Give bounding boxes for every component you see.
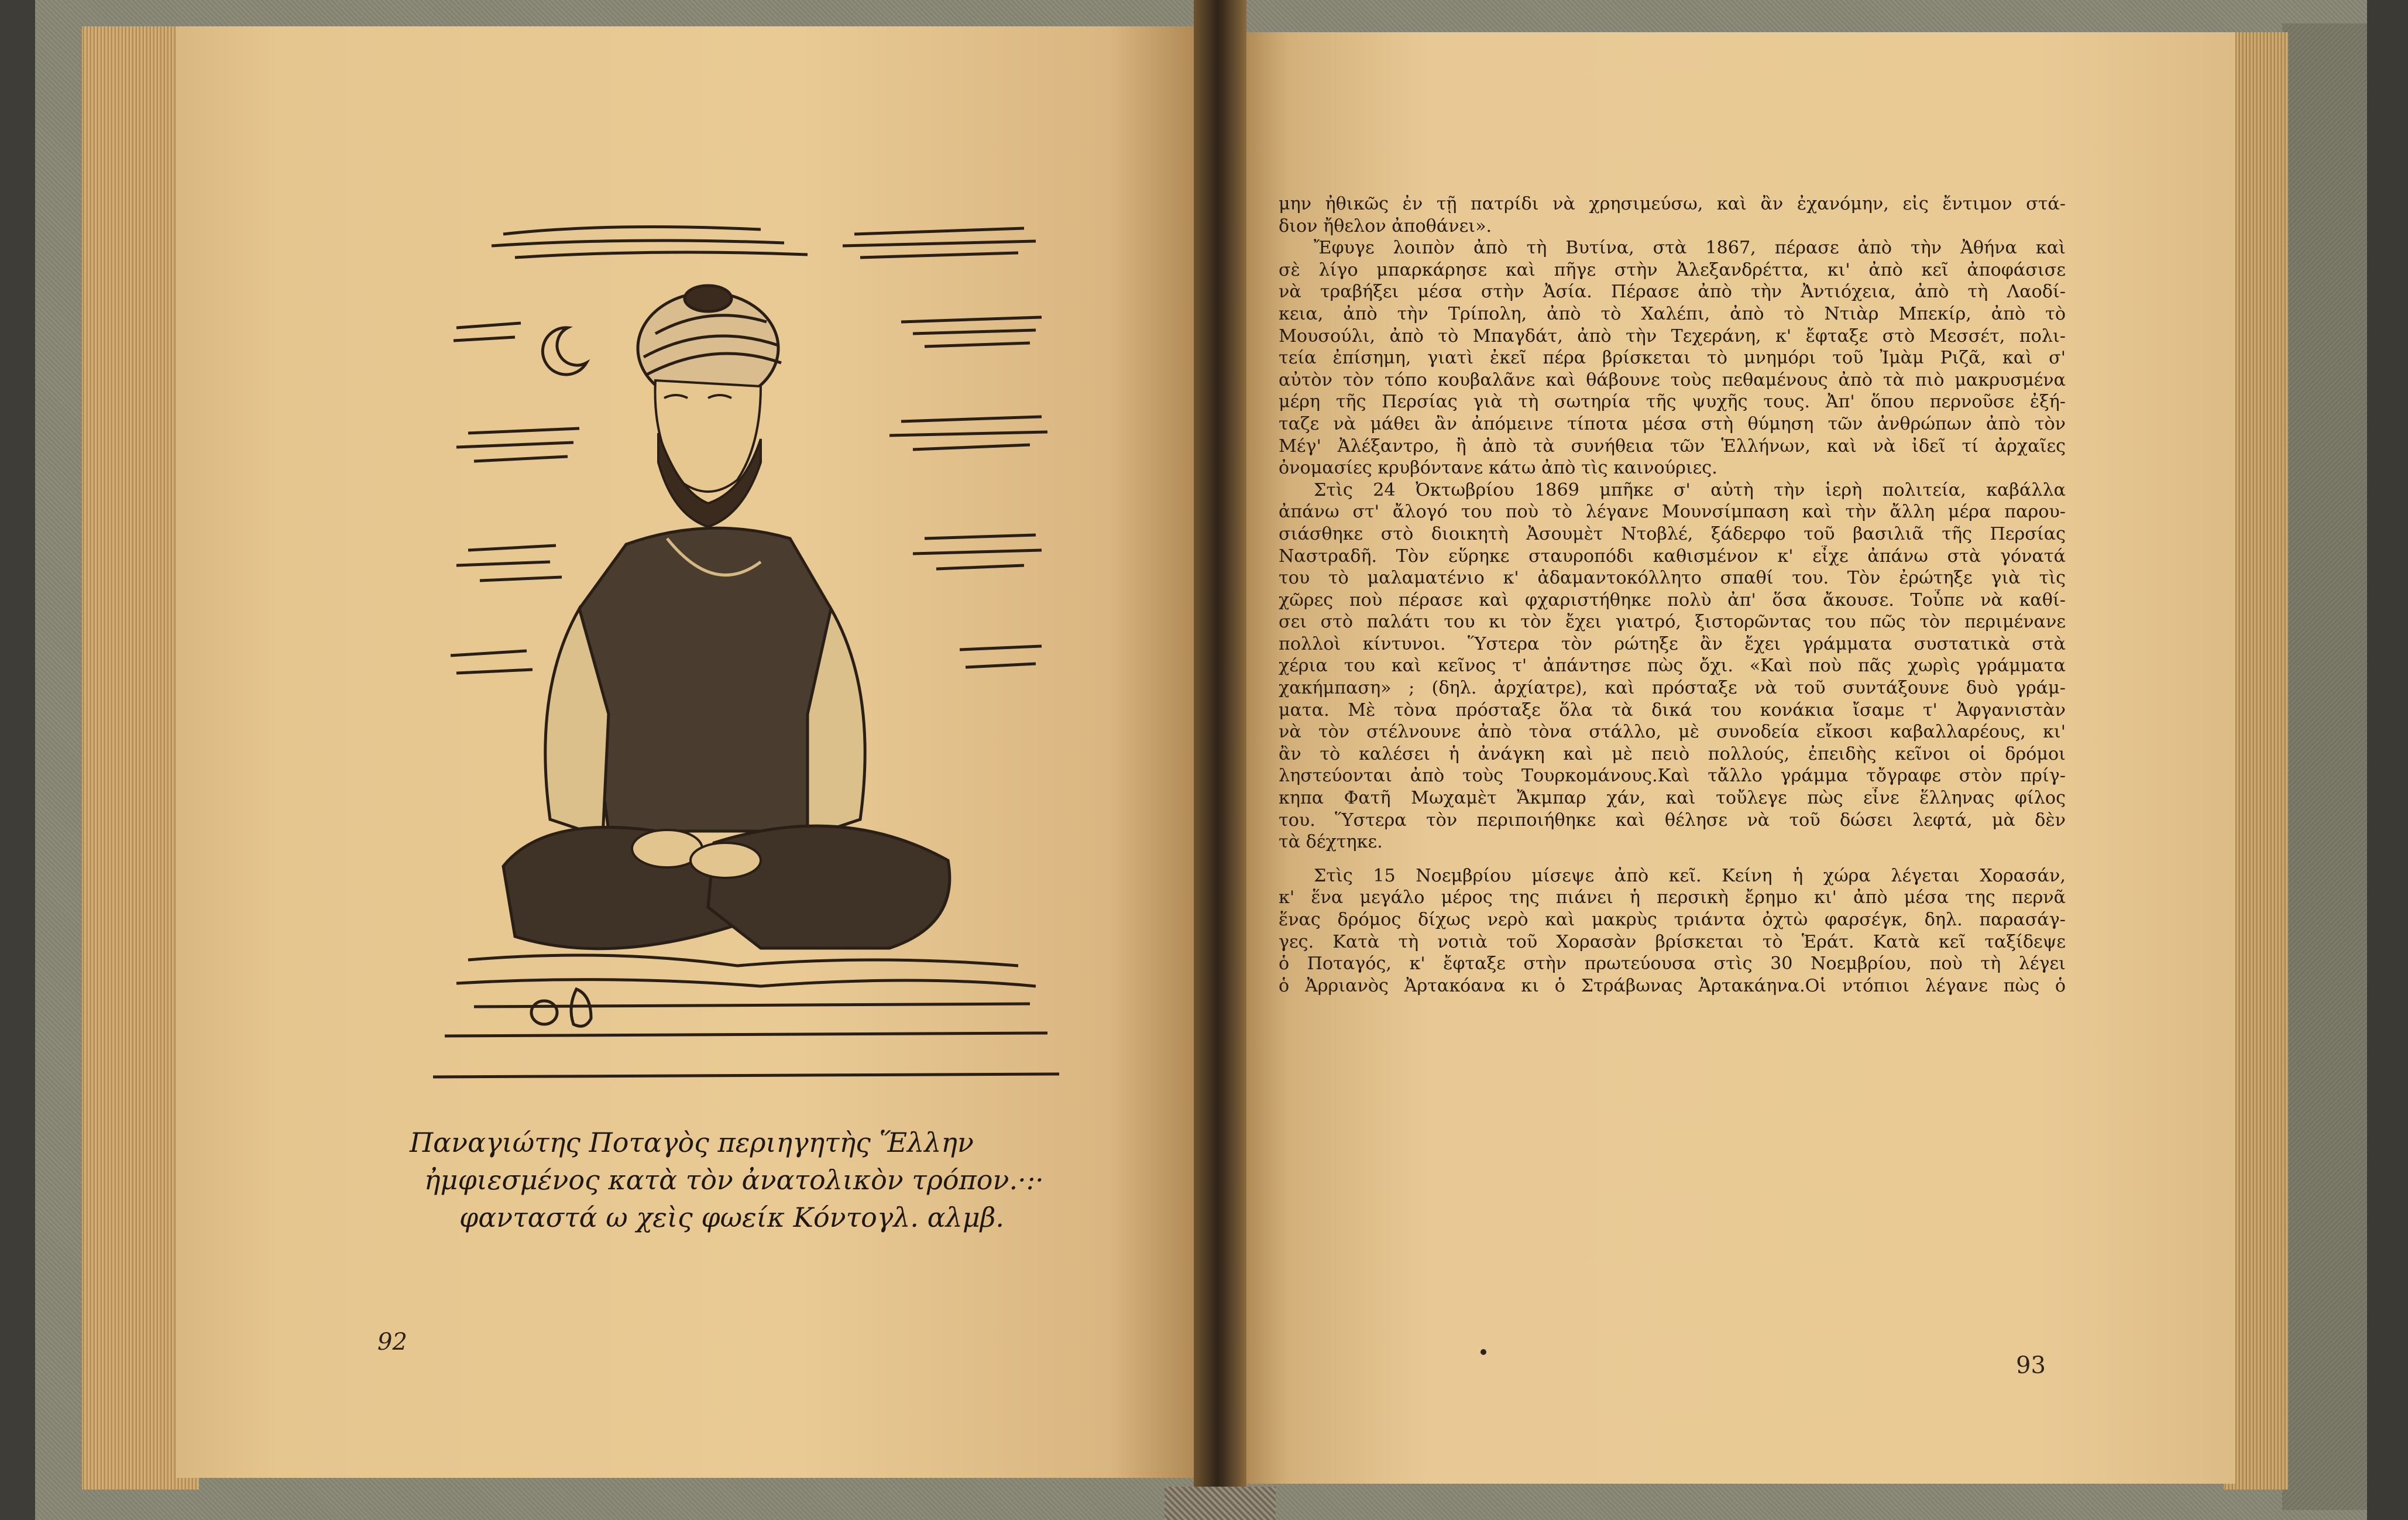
text-line: ὁ Ποταγός, κ' ἔφταξε στὴν πρωτεύουσα στὶς 30 Νοεμβρίου, ποὺ τὴ λέγει [1279,953,2066,975]
crescent-moon-icon [542,328,586,375]
text-line: μην ἠθικῶς ἐν τῇ πατρίδι νὰ χρησιμεύσω, καὶ ἂν ἐχανόμην, εἰς ἔντιμον στά- [1279,194,2066,214]
caption-line: φανταστά ω χεὶς φωείκ Κόντογλ. αλμβ. [459,1202,1005,1233]
text-line: χῶρες ποὺ πέρασε καὶ φχαριστήθηκε πολὺ ἀπ' ὅσα ἄκουσε. Τοὖπε νὰ καθί- [1279,589,2066,610]
text-line: χακήμπαση» ; (δηλ. ἀρχίατρε), καὶ πρόσταξε νὰ τοῦ συντάξουνε δυὸ γράμ- [1279,678,2066,699]
text-line: ἕνας δρόμος δίχως νερὸ καὶ μακρὺς τριάντα ὀχτὼ φαρσέγκ, δηλ. παρασάγ- [1279,910,2066,930]
text-line: του. Ὕστερα τὸν περιποιήθηκε καὶ θέλησε νὰ τοῦ δώσει λεφτά, μὰ δὲν [1279,809,2066,831]
text-line: σει στὸ παλάτι του κι τὸν ἔχει γιατρό, ξιστορῶντας του πῶς τὸν περιμένανε [1279,612,2066,633]
text-line: νὰ τραβήξει μέσα στὴν Ἀσία. Πέρασε ἀπὸ τὴν Ἀντιόχεια, ἀπὸ τὴ Λαοδί- [1279,282,2066,303]
text-line: Στὶς 15 Νοεμβρίου μίσεψε ἀπὸ κεῖ. Κείνη ἡ χώρα λέγεται Χορασάν, [1314,865,2066,886]
paragraph-gap [1279,853,2066,865]
text-line: πολλοὶ κίντυνοι. Ὕστερα τὸν ρώτηξε ἂν ἔχει γράμματα συστατικὰ στὰ [1279,633,2066,654]
cover-shadow-left [0,0,35,1520]
floor-and-pitcher [433,955,1059,1077]
text-line: ματα. Μὲ τὸνα πρόσταξε ὅλα τὰ δικά του κονάκια ἴσαμε τ' Ἀφγανιστὰν [1279,699,2066,720]
text-line: σὲ λίγο μπαρκάρησε καὶ πῆγε στὴν Ἀλεξανδρέττα, κι' ἀπὸ κεῖ ἀποφάσισε [1279,259,2066,280]
text-line: τεία ἐπίσημη, γιατὶ ἐκεῖ πέρα βρίσκεται τὸ μνημόρι τοῦ Ἰμὰμ Ριζᾶ, καὶ σ' [1279,348,2066,369]
text-line: κ' ἕνα μεγάλο μέρος της πιάνει ἡ περσικὴ ἔρημο κι' ἀπὸ μέσα της περνᾶ [1279,887,2066,908]
text-line: ἂν τὸ καλέσει ἡ ἀνάγκη καὶ μὲ πειὸ πολλούς, ἐπειδὴς κεῖνοι οἱ δρόμοι [1279,743,2066,764]
text-line: κηπα Φατῆ Μωχαμὲτ Ἄκμπαρ χάν, καὶ τοὔλεγε πὼς εἶνε ἕλληνας φίλος [1279,788,2066,809]
text-line: νὰ τὸν στέλνουνε ἀπὸ τὸνα στάλλο, μὲ συνοδεία εἴκοσι καβαλλαρέους, κι' [1279,722,2066,743]
spine-band [1165,1487,1276,1520]
book-cover-right [2282,23,2370,1510]
text-line: Στὶς 24 Ὀκτωβρίου 1869 μπῆκε σ' αὐτὴ τὴν ἱερὴ πολιτεία, καβάλλα [1314,479,2066,500]
vest [579,528,831,831]
face [655,380,761,527]
text-line: αὐτὸν τὸν τόπο κουβαλᾶνε καὶ θάβουνε τοὺς πεθαμένους ἀπὸ τὰ πιὸ μακρυσμένα [1279,369,2066,390]
text-line: Ἔφυγε λοιπὸν ἀπὸ τὴ Βυτίνα, στὰ 1867, πέρασε ἀπὸ τὴν Ἀθήνα καὶ [1314,238,2066,259]
text-line: χέρια του καὶ κεῖνος τ' ἀπάντησε πὼς ὄχι. «Καὶ ποὺ πᾶς χωρὶς γράμματα [1279,656,2066,677]
text-line: Μέγ' Ἀλέξαντρο, ἢ ἀπὸ τὰ συνήθεια τῶν Ἑλλήνων, καὶ νὰ ἰδεῖ τί ἀρχαῖες [1279,435,2066,457]
ink-dot [1480,1349,1486,1355]
text-line: ἀπάνω στ' ἄλογό του ποὺ τὸ λέγανε Μουνσίμπαση καὶ τὴν ἄλλη μέρα παρου- [1279,502,2066,523]
text-line: σιάσθηκε στὸ διοικητὴ Ἀσουμὲτ Ντοβλέ, ξάδερφο τοῦ βασιλιᾶ τῆς Περσίας [1279,523,2066,544]
text-line: κεια, ἀπὸ τὴν Τρίπολη, ἀπὸ τὸ Χαλέπι, ἀπὸ τὸ Ντιὰρ Μπεκίρ, ἀπὸ τὸ [1279,303,2066,324]
page-number-left: 92 [377,1329,407,1356]
text-line: Μουσούλι, ἀπὸ τὸ Μπαγδάτ, ἀπὸ τὴν Τεχεράνη, κ' ἔφταξε στὸ Μεσσέτ, πολι- [1279,325,2066,346]
page-number-right: 93 [2016,1352,2046,1379]
text-line: ταζε νὰ μάθει ἂν ἀπόμεινε τίποτα μέσα στὴ θύμηση τῶν ἀνθρώπων ἀπὸ τὸν [1279,413,2066,434]
text-line: μέρη τῆς Περσίας γιὰ τὴ σωτηρία τῆς ψυχῆς τους. Ἀπ' ὅπου περνοῦσε ἐξή- [1279,392,2066,413]
text-line: ληστεύονται ἀπὸ τοὺς Τουρκομάνους.Καὶ τἄλλο γράμμα τὄγραφε στὸν πρίγ- [1279,766,2066,787]
text-line: του τὸ μαλαματένιο κ' ἀδαμαντοκόλλητο σπαθί του. Τὸν ἐρώτηξε γιὰ τὶς [1279,568,2066,589]
illustration-caption [410,1124,1141,1236]
text-line: ὀνομασίες κρυβόντανε κάτω ἀπὸ τὶς καινούριες. [1279,458,1717,479]
text-line: διον ἤθελον ἀποθάνει». [1279,215,1492,236]
text-line: τὰ δέχτηκε. [1279,832,1383,853]
book-gutter [1194,0,1246,1520]
cover-shadow-right [2367,0,2408,1520]
caption-line: Παναγιώτης Ποταγὸς περιηγητὴς Ἕλλην [410,1127,974,1158]
portrait-illustration [433,187,1059,1106]
text-line: γες. Κατὰ τὴ νοτιὰ τοῦ Χορασὰν βρίσκεται τὸ Ἑράτ. Κατὰ κεῖ ταξίδεψε [1279,931,2066,952]
caption-line: ἠμφιεσμένος κατὰ τὸν ἀνατολικὸν τρόπον.·:· [424,1164,1044,1196]
right-page-text [1279,193,2066,997]
text-line: Ναστραδῆ. Τὸν εὕρηκε σταυροπόδι καθισμένον κ' εἶχε ἀπάνω στὰ γόνατά [1279,545,2066,567]
text-line: ὁ Ἀρριανὸς Ἀρτακόανα κι ὁ Στράβωνας Ἀρτακάηνα.Οἱ ντόπιοι λέγανε πὼς ὁ [1279,975,2066,996]
